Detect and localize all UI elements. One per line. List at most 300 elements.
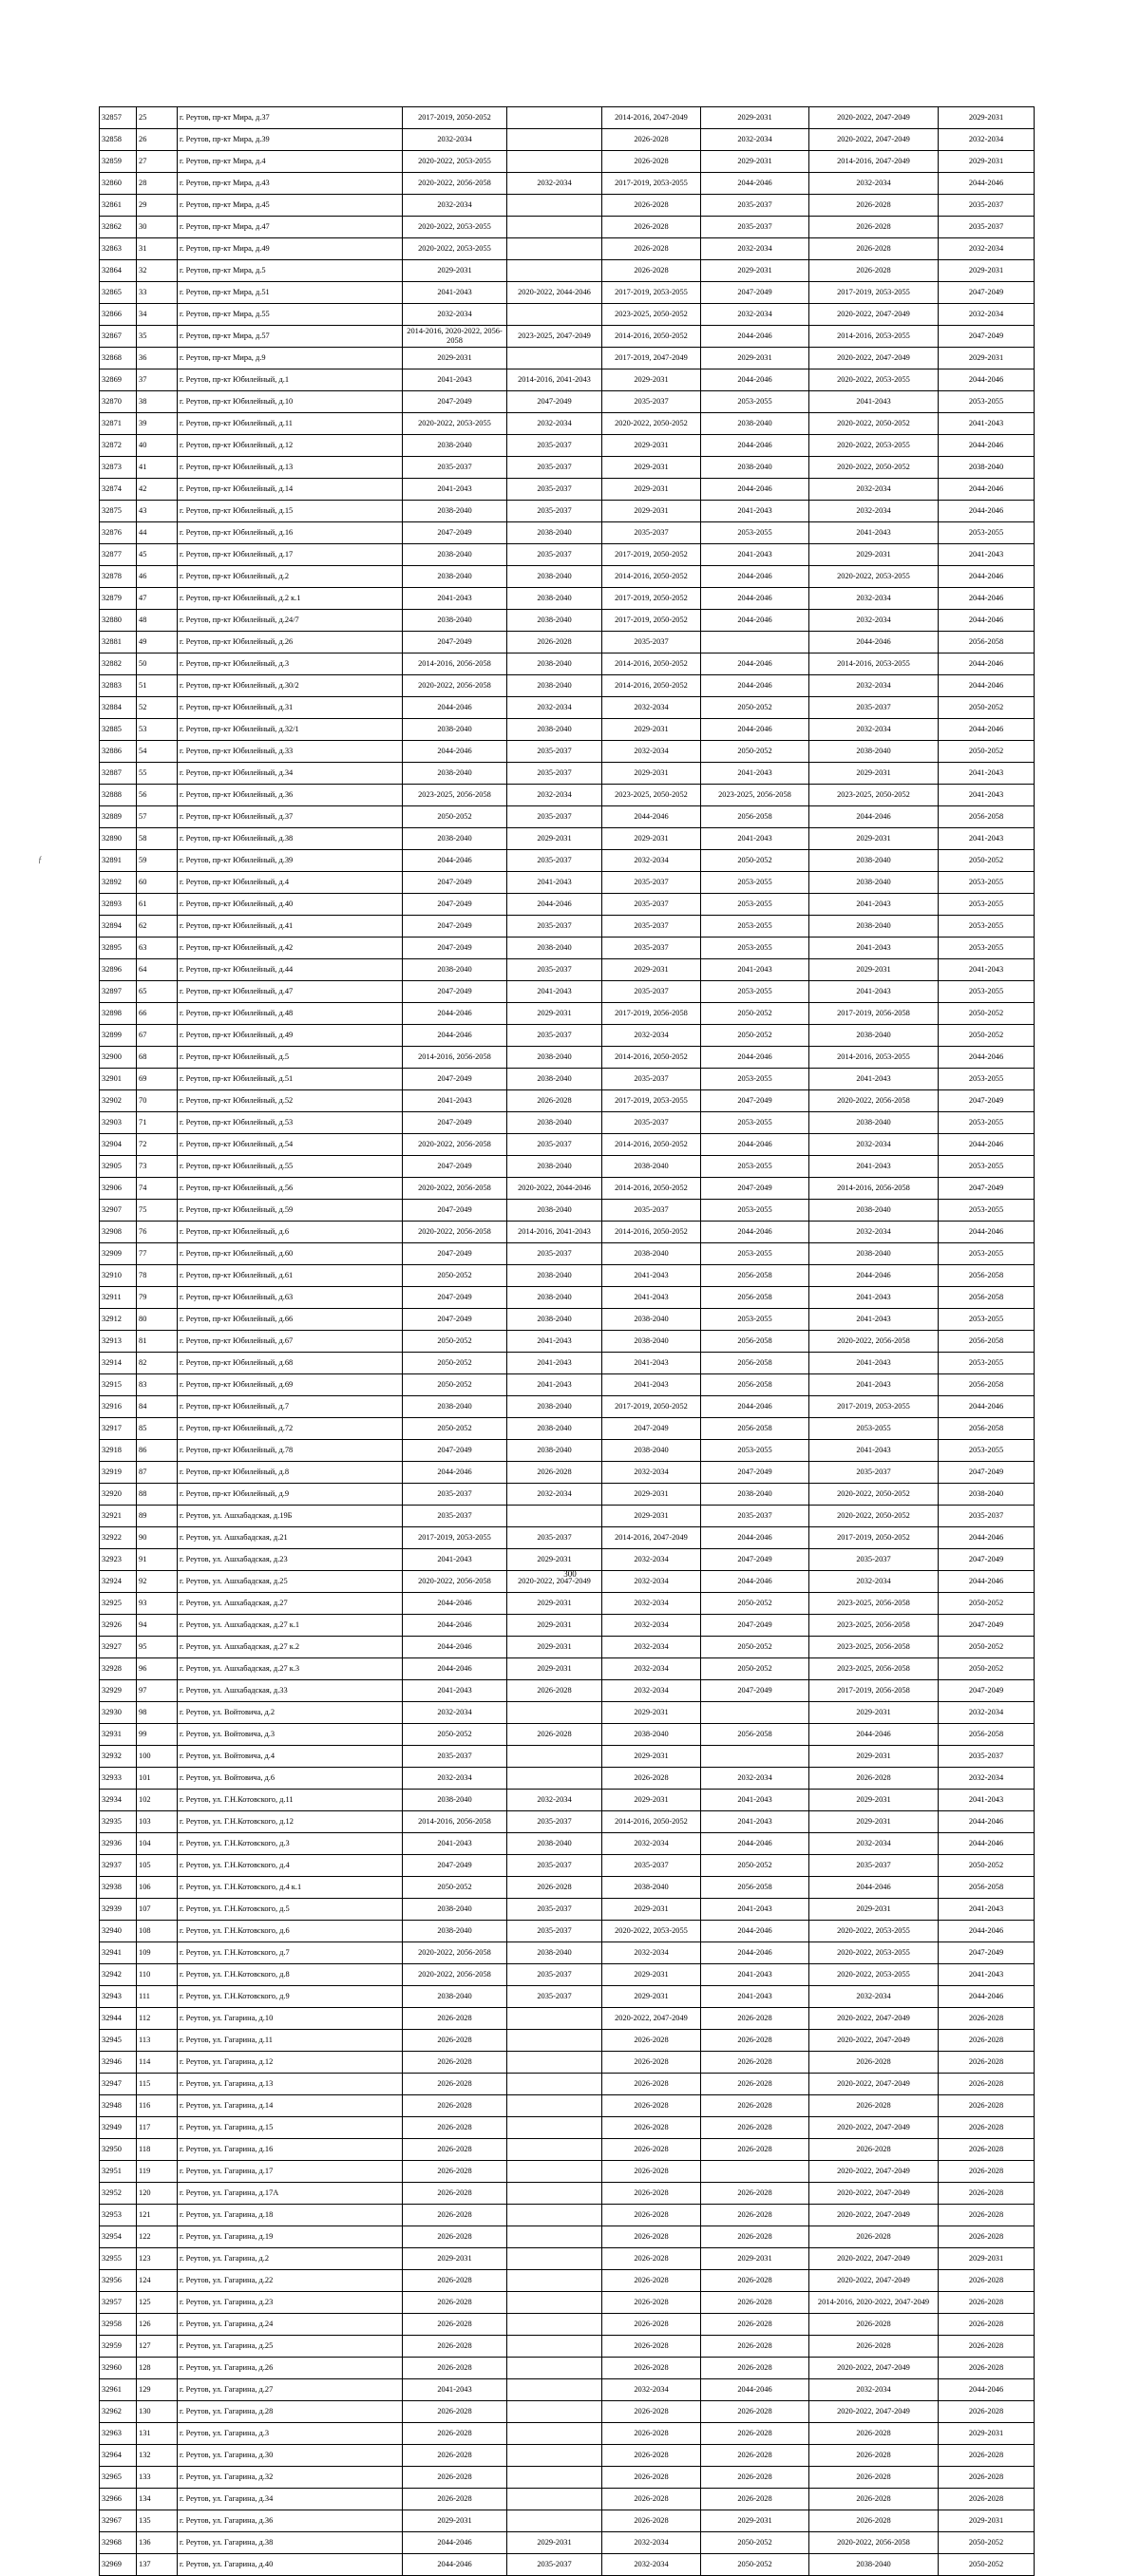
period-1-cell: 2047-2049 (403, 981, 507, 1003)
period-3-cell: 2032-2034 (602, 1462, 701, 1484)
period-3-cell: 2032-2034 (602, 1025, 701, 1047)
record-id-cell: 32884 (100, 697, 137, 719)
period-4-cell: 2029-2031 (701, 107, 809, 129)
period-3-cell: 2029-2031 (602, 828, 701, 850)
period-5-cell: 2020-2022, 2050-2052 (809, 413, 939, 435)
seq-number-cell: 54 (137, 741, 178, 763)
address-cell: г. Реутов, пр-кт Юбилейный, д.55 (178, 1156, 403, 1178)
period-4-cell: 2053-2055 (701, 1440, 809, 1462)
period-3-cell: 2032-2034 (602, 850, 701, 872)
table-row (100, 1658, 1035, 1680)
seq-number-cell: 108 (137, 1921, 178, 1942)
address-cell: г. Реутов, ул. Ашхабадская, д.21 (178, 1527, 403, 1549)
period-5-cell: 2017-2019, 2053-2055 (809, 282, 939, 304)
table-row (100, 391, 1035, 413)
address-cell: г. Реутов, пр-кт Мира, д.4 (178, 151, 403, 173)
table-row (100, 850, 1035, 872)
period-4-cell: 2041-2043 (701, 1964, 809, 1986)
period-3-cell: 2026-2028 (602, 2205, 701, 2226)
period-5-cell: 2032-2034 (809, 719, 939, 741)
record-id-cell: 32948 (100, 2095, 137, 2117)
period-4-cell: 2026-2028 (701, 2074, 809, 2095)
period-2-cell: 2038-2040 (507, 1265, 602, 1287)
period-1-cell: 2047-2049 (403, 522, 507, 544)
period-2-cell: 2035-2037 (507, 544, 602, 566)
period-1-cell: 2038-2040 (403, 763, 507, 785)
table-row (100, 2248, 1035, 2270)
record-id-cell: 32903 (100, 1112, 137, 1134)
address-cell: г. Реутов, пр-кт Мира, д.43 (178, 173, 403, 195)
period-1-cell: 2047-2049 (403, 1200, 507, 1222)
address-cell: г. Реутов, пр-кт Мира, д.5 (178, 260, 403, 282)
period-4-cell: 2044-2046 (701, 610, 809, 632)
period-2-cell: 2026-2028 (507, 1680, 602, 1702)
period-1-cell: 2038-2040 (403, 1899, 507, 1921)
seq-number-cell: 82 (137, 1353, 178, 1374)
period-4-cell (701, 1702, 809, 1724)
address-cell: г. Реутов, пр-кт Юбилейный, д.48 (178, 1003, 403, 1025)
period-5-cell: 2038-2040 (809, 1243, 939, 1265)
seq-number-cell: 87 (137, 1462, 178, 1484)
seq-number-cell: 133 (137, 2467, 178, 2489)
table-row (100, 2074, 1035, 2095)
period-3-cell: 2029-2031 (602, 763, 701, 785)
period-3-cell: 2014-2016, 2050-2052 (602, 566, 701, 588)
period-6-cell: 2029-2031 (939, 107, 1035, 129)
record-id-cell: 32930 (100, 1702, 137, 1724)
period-6-cell: 2044-2046 (939, 675, 1035, 697)
seq-number-cell: 103 (137, 1811, 178, 1833)
table-row (100, 1134, 1035, 1156)
period-5-cell: 2023-2025, 2056-2058 (809, 1658, 939, 1680)
period-6-cell: 2053-2055 (939, 1243, 1035, 1265)
period-2-cell: 2032-2034 (507, 785, 602, 806)
period-1-cell: 2032-2034 (403, 304, 507, 326)
period-4-cell: 2032-2034 (701, 238, 809, 260)
period-1-cell: 2014-2016, 2056-2058 (403, 653, 507, 675)
period-6-cell: 2056-2058 (939, 1331, 1035, 1353)
period-5-cell: 2020-2022, 2053-2055 (809, 566, 939, 588)
record-id-cell: 32946 (100, 2052, 137, 2074)
record-id-cell: 32961 (100, 2379, 137, 2401)
seq-number-cell: 135 (137, 2510, 178, 2532)
address-cell: г. Реутов, пр-кт Юбилейный, д.1 (178, 369, 403, 391)
address-cell: г. Реутов, ул. Гагарина, д.32 (178, 2467, 403, 2489)
period-1-cell: 2035-2037 (403, 1506, 507, 1527)
period-3-cell: 2014-2016, 2050-2052 (602, 1047, 701, 1069)
address-cell: г. Реутов, пр-кт Мира, д.55 (178, 304, 403, 326)
address-cell: г. Реутов, пр-кт Юбилейный, д.37 (178, 806, 403, 828)
period-5-cell: 2017-2019, 2056-2058 (809, 1680, 939, 1702)
period-5-cell: 2020-2022, 2050-2052 (809, 457, 939, 479)
table-row (100, 1855, 1035, 1877)
record-id-cell: 32857 (100, 107, 137, 129)
table-row (100, 282, 1035, 304)
period-5-cell: 2020-2022, 2056-2058 (809, 1090, 939, 1112)
address-cell: г. Реутов, ул. Гагарина, д.40 (178, 2554, 403, 2576)
address-cell: г. Реутов, ул. Ашхабадская, д.19Б (178, 1506, 403, 1527)
table-row (100, 785, 1035, 806)
seq-number-cell: 34 (137, 304, 178, 326)
table-row (100, 2226, 1035, 2248)
period-6-cell: 2044-2046 (939, 610, 1035, 632)
period-4-cell: 2026-2028 (701, 2423, 809, 2445)
period-5-cell: 2041-2043 (809, 981, 939, 1003)
seq-number-cell: 63 (137, 938, 178, 959)
period-6-cell: 2029-2031 (939, 151, 1035, 173)
address-cell: г. Реутов, ул. Войтовича, д.6 (178, 1768, 403, 1790)
period-3-cell: 2038-2040 (602, 1724, 701, 1746)
period-6-cell: 2050-2052 (939, 1003, 1035, 1025)
period-5-cell: 2038-2040 (809, 1112, 939, 1134)
period-1-cell: 2020-2022, 2056-2058 (403, 675, 507, 697)
period-2-cell: 2041-2043 (507, 1353, 602, 1374)
table-row (100, 1986, 1035, 2008)
record-id-cell: 32901 (100, 1069, 137, 1090)
period-1-cell: 2041-2043 (403, 2379, 507, 2401)
period-3-cell: 2026-2028 (602, 2423, 701, 2445)
period-2-cell: 2035-2037 (507, 479, 602, 501)
period-1-cell: 2044-2046 (403, 1025, 507, 1047)
period-3-cell: 2038-2040 (602, 1243, 701, 1265)
address-cell: г. Реутов, пр-кт Юбилейный, д.59 (178, 1200, 403, 1222)
period-1-cell: 2026-2028 (403, 2030, 507, 2052)
address-cell: г. Реутов, пр-кт Юбилейный, д.2 (178, 566, 403, 588)
period-6-cell: 2026-2028 (939, 2401, 1035, 2423)
period-3-cell: 2026-2028 (602, 151, 701, 173)
address-cell: г. Реутов, пр-кт Юбилейный, д.24/7 (178, 610, 403, 632)
period-6-cell: 2050-2052 (939, 1025, 1035, 1047)
record-id-cell: 32871 (100, 413, 137, 435)
period-5-cell: 2020-2022, 2047-2049 (809, 2161, 939, 2183)
seq-number-cell: 67 (137, 1025, 178, 1047)
seq-number-cell: 56 (137, 785, 178, 806)
period-2-cell: 2041-2043 (507, 981, 602, 1003)
period-1-cell: 2020-2022, 2053-2055 (403, 217, 507, 238)
seq-number-cell: 36 (137, 348, 178, 369)
period-6-cell: 2026-2028 (939, 2358, 1035, 2379)
period-3-cell: 2026-2028 (602, 2445, 701, 2467)
period-2-cell: 2032-2034 (507, 1790, 602, 1811)
seq-number-cell: 104 (137, 1833, 178, 1855)
period-2-cell (507, 2379, 602, 2401)
address-cell: г. Реутов, пр-кт Юбилейный, д.34 (178, 763, 403, 785)
period-2-cell: 2029-2031 (507, 828, 602, 850)
address-cell: г. Реутов, ул. Войтовича, д.3 (178, 1724, 403, 1746)
period-5-cell: 2020-2022, 2053-2055 (809, 1964, 939, 1986)
table-row (100, 1593, 1035, 1615)
table-row (100, 959, 1035, 981)
period-6-cell: 2053-2055 (939, 522, 1035, 544)
table-row (100, 1353, 1035, 1374)
period-2-cell (507, 238, 602, 260)
period-1-cell: 2050-2052 (403, 1724, 507, 1746)
period-1-cell: 2029-2031 (403, 260, 507, 282)
period-4-cell: 2050-2052 (701, 1855, 809, 1877)
table-row (100, 2467, 1035, 2489)
period-6-cell: 2026-2028 (939, 2270, 1035, 2292)
period-4-cell: 2029-2031 (701, 2248, 809, 2270)
address-cell: г. Реутов, пр-кт Юбилейный, д.60 (178, 1243, 403, 1265)
period-2-cell: 2035-2037 (507, 1025, 602, 1047)
period-6-cell: 2026-2028 (939, 2226, 1035, 2248)
address-cell: г. Реутов, ул. Войтовича, д.2 (178, 1702, 403, 1724)
address-cell: г. Реутов, ул. Гагарина, д.25 (178, 2336, 403, 2358)
period-4-cell: 2029-2031 (701, 2510, 809, 2532)
period-1-cell: 2014-2016, 2056-2058 (403, 1047, 507, 1069)
address-cell: г. Реутов, пр-кт Юбилейный, д.33 (178, 741, 403, 763)
period-1-cell: 2041-2043 (403, 369, 507, 391)
period-6-cell: 2026-2028 (939, 2117, 1035, 2139)
period-1-cell: 2026-2028 (403, 2292, 507, 2314)
period-6-cell: 2053-2055 (939, 1112, 1035, 1134)
seq-number-cell: 124 (137, 2270, 178, 2292)
address-cell: г. Реутов, пр-кт Юбилейный, д.17 (178, 544, 403, 566)
period-3-cell: 2026-2028 (602, 2074, 701, 2095)
seq-number-cell: 49 (137, 632, 178, 653)
period-1-cell: 2044-2046 (403, 1615, 507, 1637)
table-row (100, 1877, 1035, 1899)
period-6-cell: 2053-2055 (939, 916, 1035, 938)
period-2-cell: 2032-2034 (507, 413, 602, 435)
period-3-cell: 2014-2016, 2050-2052 (602, 1222, 701, 1243)
period-2-cell: 2023-2025, 2047-2049 (507, 326, 602, 348)
address-cell: г. Реутов, ул. Гагарина, д.10 (178, 2008, 403, 2030)
period-4-cell: 2044-2046 (701, 1921, 809, 1942)
period-3-cell: 2020-2022, 2053-2055 (602, 1921, 701, 1942)
address-cell: г. Реутов, ул. Гагарина, д.18 (178, 2205, 403, 2226)
period-3-cell: 2026-2028 (602, 2030, 701, 2052)
address-cell: г. Реутов, пр-кт Юбилейный, д.41 (178, 916, 403, 938)
period-6-cell: 2044-2046 (939, 173, 1035, 195)
address-cell: г. Реутов, ул. Гагарина, д.16 (178, 2139, 403, 2161)
period-3-cell: 2026-2028 (602, 2401, 701, 2423)
period-1-cell: 2038-2040 (403, 1986, 507, 2008)
address-cell: г. Реутов, ул. Г.Н.Котовского, д.4 к.1 (178, 1877, 403, 1899)
period-5-cell: 2023-2025, 2056-2058 (809, 1593, 939, 1615)
address-cell: г. Реутов, ул. Гагарина, д.17 (178, 2161, 403, 2183)
period-1-cell: 2041-2043 (403, 479, 507, 501)
address-cell: г. Реутов, ул. Гагарина, д.15 (178, 2117, 403, 2139)
period-3-cell: 2029-2031 (602, 1702, 701, 1724)
period-6-cell: 2053-2055 (939, 1069, 1035, 1090)
record-id-cell: 32949 (100, 2117, 137, 2139)
period-4-cell: 2035-2037 (701, 217, 809, 238)
period-4-cell: 2041-2043 (701, 1986, 809, 2008)
seq-number-cell: 122 (137, 2226, 178, 2248)
period-3-cell: 2017-2019, 2053-2055 (602, 173, 701, 195)
period-4-cell: 2053-2055 (701, 1156, 809, 1178)
period-3-cell: 2041-2043 (602, 1353, 701, 1374)
record-id-cell: 32905 (100, 1156, 137, 1178)
period-6-cell: 2053-2055 (939, 872, 1035, 894)
address-cell: г. Реутов, пр-кт Юбилейный, д.72 (178, 1418, 403, 1440)
address-cell: г. Реутов, пр-кт Юбилейный, д.15 (178, 501, 403, 522)
address-cell: г. Реутов, ул. Г.Н.Котовского, д.9 (178, 1986, 403, 2008)
record-id-cell: 32895 (100, 938, 137, 959)
period-1-cell: 2047-2049 (403, 1287, 507, 1309)
period-2-cell (507, 2052, 602, 2074)
period-4-cell: 2050-2052 (701, 1003, 809, 1025)
period-5-cell: 2023-2025, 2056-2058 (809, 1637, 939, 1658)
seq-number-cell: 53 (137, 719, 178, 741)
period-5-cell: 2020-2022, 2047-2049 (809, 107, 939, 129)
period-1-cell: 2047-2049 (403, 872, 507, 894)
seq-number-cell: 93 (137, 1593, 178, 1615)
record-id-cell: 32938 (100, 1877, 137, 1899)
record-id-cell: 32872 (100, 435, 137, 457)
table-row (100, 2052, 1035, 2074)
period-6-cell: 2050-2052 (939, 1593, 1035, 1615)
period-3-cell: 2029-2031 (602, 959, 701, 981)
period-5-cell: 2020-2022, 2047-2049 (809, 2030, 939, 2052)
seq-number-cell: 26 (137, 129, 178, 151)
seq-number-cell: 50 (137, 653, 178, 675)
period-5-cell: 2026-2028 (809, 238, 939, 260)
period-4-cell: 2056-2058 (701, 1353, 809, 1374)
period-2-cell: 2029-2031 (507, 1615, 602, 1637)
record-id-cell: 32867 (100, 326, 137, 348)
seq-number-cell: 46 (137, 566, 178, 588)
record-id-cell: 32963 (100, 2423, 137, 2445)
period-2-cell (507, 2401, 602, 2423)
period-6-cell: 2035-2037 (939, 1506, 1035, 1527)
address-cell: г. Реутов, пр-кт Юбилейный, д.40 (178, 894, 403, 916)
address-cell: г. Реутов, пр-кт Мира, д.39 (178, 129, 403, 151)
period-6-cell: 2044-2046 (939, 566, 1035, 588)
period-4-cell: 2041-2043 (701, 763, 809, 785)
record-id-cell: 32939 (100, 1899, 137, 1921)
address-cell: г. Реутов, пр-кт Юбилейный, д.69 (178, 1374, 403, 1396)
record-id-cell: 32869 (100, 369, 137, 391)
table-row (100, 369, 1035, 391)
period-2-cell (507, 2358, 602, 2379)
record-id-cell: 32892 (100, 872, 137, 894)
period-4-cell: 2044-2046 (701, 1396, 809, 1418)
seq-number-cell: 88 (137, 1484, 178, 1506)
period-5-cell: 2020-2022, 2053-2055 (809, 1942, 939, 1964)
period-2-cell: 2038-2040 (507, 588, 602, 610)
period-2-cell (507, 2510, 602, 2532)
period-1-cell: 2020-2022, 2053-2055 (403, 151, 507, 173)
period-5-cell: 2032-2034 (809, 173, 939, 195)
period-3-cell: 2026-2028 (602, 2139, 701, 2161)
seq-number-cell: 111 (137, 1986, 178, 2008)
period-3-cell: 2026-2028 (602, 238, 701, 260)
period-1-cell: 2026-2028 (403, 2270, 507, 2292)
period-3-cell: 2029-2031 (602, 369, 701, 391)
address-cell: г. Реутов, пр-кт Мира, д.57 (178, 326, 403, 348)
seq-number-cell: 58 (137, 828, 178, 850)
address-cell: г. Реутов, ул. Г.Н.Котовского, д.12 (178, 1811, 403, 1833)
period-5-cell: 2020-2022, 2047-2049 (809, 2008, 939, 2030)
period-5-cell: 2020-2022, 2053-2055 (809, 1921, 939, 1942)
period-3-cell: 2032-2034 (602, 741, 701, 763)
seq-number-cell: 113 (137, 2030, 178, 2052)
period-4-cell: 2047-2049 (701, 1462, 809, 1484)
record-id-cell: 32943 (100, 1986, 137, 2008)
record-id-cell: 32968 (100, 2532, 137, 2554)
table-row (100, 2532, 1035, 2554)
record-id-cell: 32955 (100, 2248, 137, 2270)
period-2-cell: 2020-2022, 2044-2046 (507, 1178, 602, 1200)
seq-number-cell: 73 (137, 1156, 178, 1178)
seq-number-cell: 66 (137, 1003, 178, 1025)
table-row (100, 1724, 1035, 1746)
seq-number-cell: 71 (137, 1112, 178, 1134)
period-1-cell: 2026-2028 (403, 2489, 507, 2510)
seq-number-cell: 38 (137, 391, 178, 413)
record-id-cell: 32880 (100, 610, 137, 632)
period-5-cell: 2014-2016, 2020-2022, 2047-2049 (809, 2292, 939, 2314)
record-id-cell: 32923 (100, 1549, 137, 1571)
period-6-cell: 2026-2028 (939, 2095, 1035, 2117)
period-3-cell: 2035-2037 (602, 522, 701, 544)
period-6-cell: 2050-2052 (939, 1637, 1035, 1658)
table-row (100, 1222, 1035, 1243)
seq-number-cell: 80 (137, 1309, 178, 1331)
period-2-cell: 2038-2040 (507, 653, 602, 675)
period-6-cell: 2050-2052 (939, 741, 1035, 763)
period-2-cell (507, 2336, 602, 2358)
record-id-cell: 32873 (100, 457, 137, 479)
period-1-cell: 2026-2028 (403, 2117, 507, 2139)
period-5-cell: 2023-2025, 2050-2052 (809, 785, 939, 806)
record-id-cell: 32893 (100, 894, 137, 916)
period-5-cell: 2044-2046 (809, 632, 939, 653)
seq-number-cell: 117 (137, 2117, 178, 2139)
period-4-cell (701, 1746, 809, 1768)
period-5-cell: 2044-2046 (809, 806, 939, 828)
period-5-cell: 2014-2016, 2053-2055 (809, 1047, 939, 1069)
record-id-cell: 32907 (100, 1200, 137, 1222)
seq-number-cell: 130 (137, 2401, 178, 2423)
record-id-cell: 32962 (100, 2401, 137, 2423)
seq-number-cell: 127 (137, 2336, 178, 2358)
table-row (100, 1637, 1035, 1658)
period-1-cell: 2038-2040 (403, 501, 507, 522)
period-6-cell: 2041-2043 (939, 959, 1035, 981)
address-cell: г. Реутов, пр-кт Юбилейный, д.61 (178, 1265, 403, 1287)
period-6-cell: 2026-2028 (939, 2139, 1035, 2161)
address-cell: г. Реутов, пр-кт Юбилейный, д.66 (178, 1309, 403, 1331)
period-3-cell: 2035-2037 (602, 1069, 701, 1090)
period-2-cell: 2041-2043 (507, 872, 602, 894)
table-row (100, 1702, 1035, 1724)
period-5-cell: 2044-2046 (809, 1724, 939, 1746)
period-3-cell: 2029-2031 (602, 719, 701, 741)
period-2-cell: 2038-2040 (507, 1942, 602, 1964)
period-4-cell: 2041-2043 (701, 1811, 809, 1833)
seq-number-cell: 125 (137, 2292, 178, 2314)
table-row (100, 260, 1035, 282)
table-row (100, 872, 1035, 894)
period-5-cell: 2014-2016, 2053-2055 (809, 653, 939, 675)
period-5-cell: 2041-2043 (809, 391, 939, 413)
period-5-cell: 2029-2031 (809, 1899, 939, 1921)
record-id-cell: 32933 (100, 1768, 137, 1790)
period-2-cell: 2035-2037 (507, 1921, 602, 1942)
period-4-cell: 2041-2043 (701, 1899, 809, 1921)
period-5-cell: 2026-2028 (809, 2467, 939, 2489)
period-4-cell: 2044-2046 (701, 1833, 809, 1855)
period-1-cell: 2023-2025, 2056-2058 (403, 785, 507, 806)
period-6-cell: 2038-2040 (939, 1484, 1035, 1506)
period-5-cell: 2029-2031 (809, 763, 939, 785)
period-5-cell: 2014-2016, 2056-2058 (809, 1178, 939, 1200)
period-3-cell: 2026-2028 (602, 217, 701, 238)
period-3-cell: 2026-2028 (602, 195, 701, 217)
